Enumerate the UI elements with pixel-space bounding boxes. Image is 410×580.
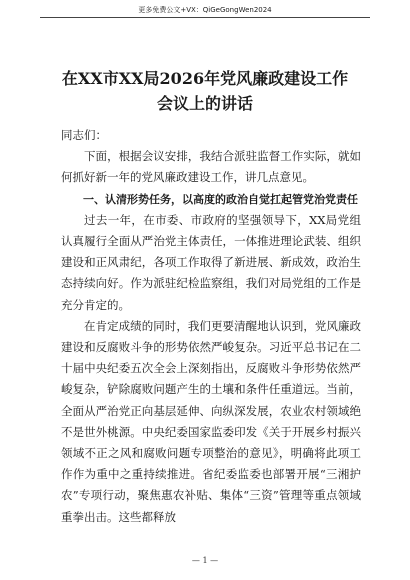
document-body (61, 125, 361, 528)
document-title (40, 66, 370, 116)
page-number: — 1 — (191, 556, 219, 565)
greeting: 同志们： (61, 128, 107, 142)
paragraph-intro: 下面，根据会议安排，我结合派驻监督工作实际，就如何抓好新一年的党风廉政建设工作，讲几点意见。 (61, 149, 361, 185)
section-heading-1: 一、认清形势任务，以高度的政治自觉扛起管党治党责任 (83, 192, 358, 206)
header-divider (40, 17, 370, 18)
title-line-2: 会议上的讲话 (156, 94, 253, 113)
title-line-1: 在XX市XX局2026年党风廉政建设工作 (61, 69, 349, 88)
paragraph-review: 过去一年，在市委、市政府的坚强领导下，XX局党组认真履行全面从严治党主体责任，一体推进理论武装、组织建设和正风肃纪，各项工作取得了新进展、新成效，政治生态持续向好。作为派驻纪检监察组，我们对局党组的工作是充分肯定的。 (61, 212, 361, 312)
header-note: 更多免费公文+VX：QiGeGongWen2024 (138, 6, 272, 14)
paragraph-situation: 在肯定成绩的同时，我们更要清醒地认识到，党风廉政建设和反腐败斗争的形势依然严峻复杂。习近平总书记在二十届中央纪委五次全会上深刻指出，反腐败斗争形势依然严峻复杂，铲除腐败问题产生的土壤和条件任重道远。当前，全面从严治党正向基层延伸、向纵深发展，农业农村领域绝不是世外桃源。中央纪委国家监委印发《关于开展乡村振兴领域不正之风和腐败问题专项整治的意见》，明确将此项工作作为重中之重持续推进。省纪委监委也部署开展“三湘护农”专项行动，聚焦惠农补贴、集体“三资”管理等重点领域重拳出击。这些都释放 (61, 318, 361, 524)
